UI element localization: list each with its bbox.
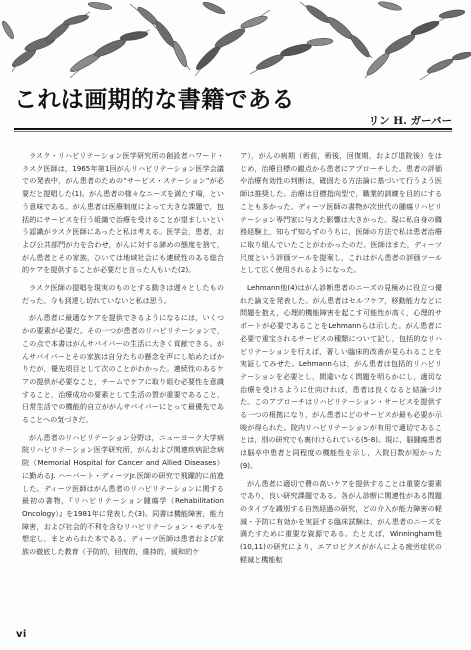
body-paragraph: がん患者に最適なケアを提供できるようになるには，いくつかの要素が必要だ。その一つが患者のリハビリテーションで，この点で本書はがんサバイバーの生活に大きく貢献できる。がんサバイバーとその家族は自分たちの懸念を声にし始めたばかりだが，優先項目として次のことがわかった。連続性のあるケアの提供が必要なこと，チームでケアに取り組む必要性を意識すること，治療成功の要素として生活の質が重要であること，日常生活での機能的自立ががんサバイバーにとって最優先であることへの気づきだ。: [22, 313, 224, 425]
body-paragraph: がん患者のリハビリテーション分野は，ニューヨーク大学病院リハビリテーション医学研究所，がんおよび関連疾病記念病院（Memorial Hospital for Cancer and Allied Diseases）に勤めるJ. ハーバート・ディーツJr.医師の研究で飛躍的に前進した。ディーツ医師はがん患者のリハビリテーションに関する最初の書物，『リハビリテーション腫瘍学（Rehabilitation Oncology）』を1981年に発表した(3)。同書は機能障害，能力障害，および社会的不利を含むリハビリテーション・モデルを想定し，まとめられた本である。ディーツ医師は患者および家族の徹底した教育（予防的，回復的，維持的，緩和的ケ: [22, 432, 224, 557]
title-rule-thin: [14, 131, 452, 132]
body-paragraph: がん患者に適切で費の高いケアを提供することは重要な要素であり，良い研究課題である。各がん診断に関連性がある問題のタイプを識別する自然経過の研究，どの介入が能力障害の軽減・予防に有効かを実証する臨床試験は，がん患者のニーズを満たすために重要な資源である。たとえば，Winningham他(10,11)の研究により，エアロビクスががんによる疲労症状の軽減と機能転: [240, 478, 442, 564]
page-title: これは画期的な書籍である: [14, 87, 295, 113]
body-paragraph: ア），がんの病期（術前，術後，回復期，および退院後）をはじめ，治療目標の観点から患者にアプローチした。患者の評価や治療有効性の判断は，確固たる方法論に基づいて行うよう医師は推奨した。治療は目標指向型で，職業的訓練を目的にすることも多かった。ディーツ医師の書物が次世代の腫瘍リハビリテーション専門家に与えた影響は大きかった。現に私自身の職務経験上，知らず知らずのうちに，医師の方法で私は患者治療に取り組んでいたことがわかったのだ。医師はまた，ディーツ尺度という評価ツールを提案し，これはがん患者の評価ツールとして広く使用されるようになった。: [240, 151, 442, 275]
foliage-illustration: [0, 0, 471, 80]
body-column-left: [22, 150, 224, 628]
decorative-foliage-banner: [0, 0, 471, 80]
page-number: vi: [16, 629, 27, 640]
body-paragraph: ラスク・リハビリテーション医学研究所の創設者ハワード・ラスク医師は，1965年第1回がんリハビリテーション医学会議での発表中，がん患者のための“サービス・ステーション”が必要だと提唱した(1)。がん患者の様々なニーズを満たす場，という意味である。がん患者は医療制度によって大きな課題で，包括的にサービスを行う組織で治療を受けることが望ましいという認識がラスク医師にあったと私は考える。医学会，患者，および公共部門が力を合わせ，がんに対する諦めの態度を捨て，がん患者とその家族，ひいては地域社会にも連続性のある総合的ケアを提供することが必要だと言った人もいた(2)。: [22, 151, 224, 275]
title-rule: [14, 128, 452, 130]
body-paragraph: Lehmann他(4)はがん診断患者のニーズの見極めに役立つ優れた論文を発表した。がん患者はセルフケア，移動能力などに問題を抱え，心理的機能障害を起こす可能性が高く，心理的サポートが必要であることをLehmannらは示した。がん患者に必要で重宝されるサービスの種類について記し，包括的なリハビリテーションを行えば，著しい臨床的改善が見られることを実証してみせた。Lehmannらは，がん患者は包括的リハビリテーションを必要とし，間違いなく問題を明らかにし，適切な治療を受けるように仕向ければ，患者は良くなると結論づけた。このアプローチはリハビリテーション・サービスを提供する一つの根拠になり，がん患者にどのサービスが最も必要か示唆が得られた。院内リハビリテーションが有用で適切であることは，別の研究でも裏付けられている(5-8)。現に，脳腫瘍患者は脳卒中患者と同程度の機能性を示し，入院日数が短かった(9)。: [240, 283, 442, 470]
author-name: リン H. ガーバー: [368, 115, 452, 127]
body-paragraph: ラスク医師の提唱を現実のものとする動きは遅々としたものだった。今も到達し切れていないと私は思う。: [22, 283, 224, 305]
body-column-right: [240, 150, 442, 628]
